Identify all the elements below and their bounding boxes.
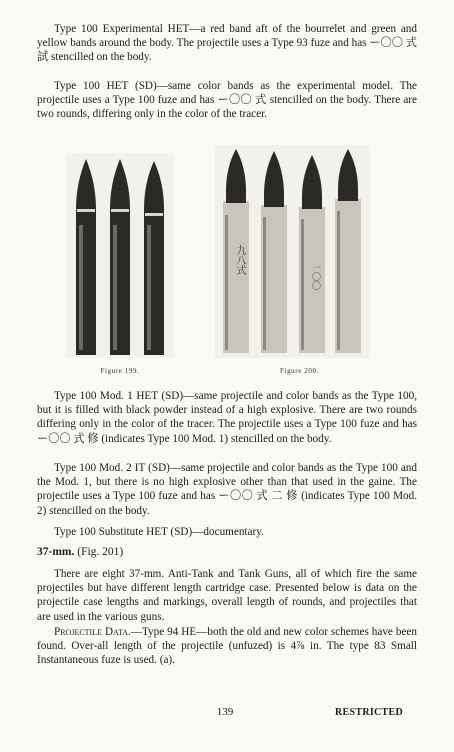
figure-200-caption: Figure 200. [280,367,319,375]
paragraph-type100-experimental-het: Type 100 Experimental HET—a red band aft of the bourrelet and green and yellow bands around the body. The projectile uses a Type 93 fuze and has ー〇〇 式 試 stencilled on the body. [37,23,417,64]
section-heading-bold: 37-mm. [37,546,75,558]
figure-200-photo [215,145,370,358]
projectile-data-lead: Projectile Data. [54,626,131,638]
figure-200-stencil-marking-1: 九八式 [234,245,245,275]
projectile-data-text: —Type 94 HE—both the old and new color schemes have been found. Over-all length of the projectile (unfuzed) is 4⅞ in. The type 83 Small Instantaneous fuze is used. (a). [37,626,417,667]
figure-199-caption: Figure 199. [100,367,140,375]
page-number: 139 [216,706,234,718]
paragraph-type100-mod2-it: Type 100 Mod. 2 IT (SD)—same projectile and color bands as the Type 100 and the Mod. 1, but there is no high explosive other than that used in the gaine. The projectile uses a Type 100 fuze and has ー〇〇 式 二 修 (indicates Type 100 Mod. 2) stencilled on the body. [37,462,417,517]
paragraph-type100-substitute-het: Type 100 Substitute HET (SD)—documentary. [54,526,264,538]
paragraph-projectile-data [37,625,417,668]
restricted-marking: RESTRICTED [335,707,404,718]
section-heading-37mm [37,546,123,558]
paragraph-37mm-guns: There are eight 37-mm. Anti-Tank and Tank Guns, all of which fire the same projectiles but have different length cartridge case. Presented below is data on the projectile case lengths and markings, overall length of rounds, and projectiles that are used in the various guns. [37,568,417,623]
figure-199-photo [66,153,174,358]
paragraph-type100-het-sd: Type 100 HET (SD)—same color bands as the experimental model. The projectile uses a Type 100 fuze and has ー〇〇 式 stencilled on the body. There are two rounds, differing only in the color of the tracer. [37,80,417,121]
paragraph-type100-mod1-het: Type 100 Mod. 1 HET (SD)—same projectile and color bands as the Type 100, but it is filled with black powder instead of a high explosive. There are two rounds differing only in the color of the tracer. The projectile uses a Type 100 fuze and has ー〇〇 式 修 (indicates Type 100 Mod. 1) stencilled on the body. [37,390,417,445]
figure-200-stencil-marking-2: 一〇〇 [311,263,321,290]
section-heading-figure-ref: (Fig. 201) [74,546,124,558]
figure-199-cartridges-image [66,153,174,358]
